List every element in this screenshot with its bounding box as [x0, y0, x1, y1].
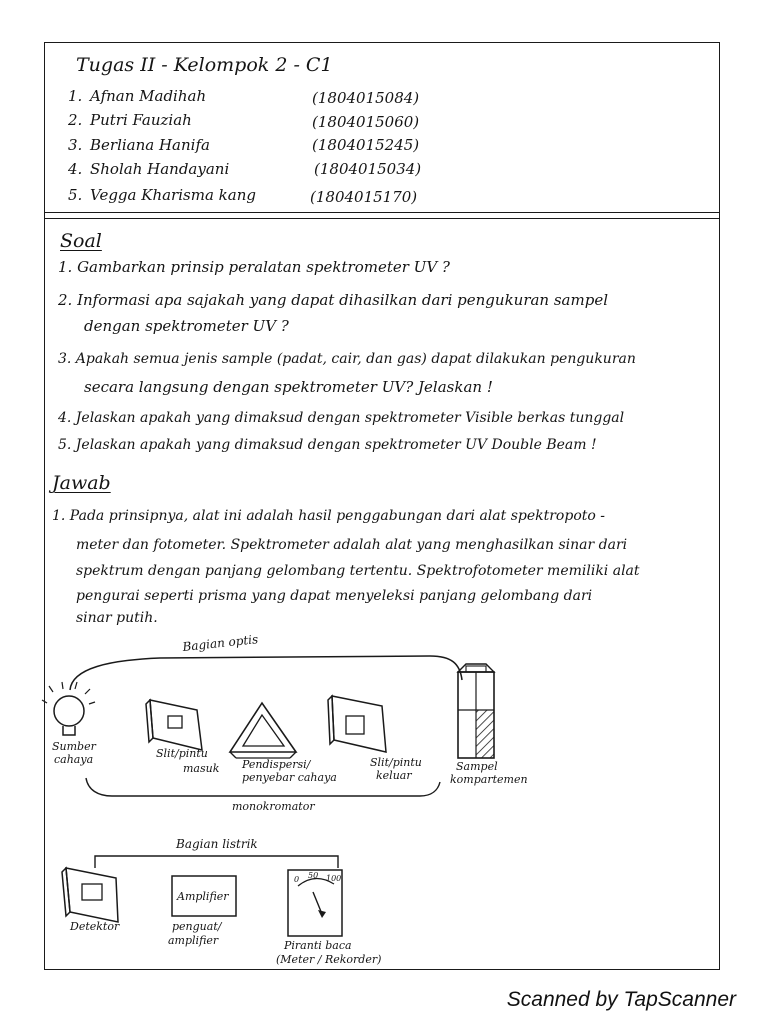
answer-line: sinar putih. [76, 610, 158, 626]
member-name: Sholah Handayani [90, 160, 230, 178]
monochromator-label: monokromator [232, 800, 315, 813]
assignment-title: Tugas II - Kelompok 2 - C1 [76, 54, 333, 76]
member-number: 4. [68, 160, 83, 178]
member-name: Putri Fauziah [90, 111, 192, 129]
question-line: 5. Jelaskan apakah yang dimaksud dengan spektrometer UV Double Beam ! [58, 437, 597, 453]
meter-scale: 100 [326, 874, 342, 883]
member-number: 2. [68, 111, 83, 129]
member-name: Afnan Madihah [90, 87, 207, 105]
electric-bracket [95, 856, 338, 868]
amplifier-caption: amplifier [168, 934, 219, 947]
question-line: 2. Informasi apa sajakah yang dapat dihasilkan dari pengukuran sampel [58, 291, 609, 309]
member-id: (1804015060) [312, 113, 420, 131]
lamp-label: Sumber [52, 740, 96, 753]
lamp-label: cahaya [54, 753, 94, 766]
member-number: 3. [68, 136, 83, 154]
exit-slit-icon [328, 696, 386, 752]
question-line: secara langsung dengan spektrometer UV? Jelaskan ! [84, 378, 493, 396]
entrance-slit-label: Slit/pintu [156, 747, 208, 760]
question-line: dengan spektrometer UV ? [84, 317, 289, 335]
lamp-icon [42, 682, 95, 735]
entrance-slit-label: masuk [183, 762, 220, 775]
member-name: Berliana Hanifa [90, 136, 210, 154]
optics-bracket [70, 656, 462, 690]
soal-heading: Soal [60, 230, 102, 252]
prism-icon [230, 703, 296, 758]
answer-line: pengurai seperti prisma yang dapat menyeleksi panjang gelombang dari [76, 588, 593, 604]
prism-label: Pendispersi/ [242, 758, 311, 771]
member-id: (1804015034) [314, 160, 422, 178]
member-id: (1804015170) [310, 188, 418, 206]
meter-scale: 0 [294, 875, 300, 884]
meter-caption: (Meter / Rekorder) [276, 953, 382, 966]
member-id: (1804015084) [312, 89, 420, 107]
entrance-slit-icon [146, 700, 202, 750]
amplifier-box-label: Amplifier [177, 890, 229, 903]
jawab-heading: Jawab [52, 472, 111, 494]
sample-label: Sampel [456, 760, 498, 773]
meter-scale: 50 [308, 871, 319, 880]
member-name: Vegga Kharisma kang [90, 186, 256, 204]
member-id: (1804015245) [312, 136, 420, 154]
sample-label: kompartemen [450, 773, 528, 786]
amplifier-caption: penguat/ [172, 920, 222, 933]
exit-slit-label: Slit/pintu [370, 756, 422, 769]
detector-label: Detektor [70, 920, 120, 933]
member-number: 1. [68, 87, 83, 105]
electric-label: Bagian listrik [176, 837, 258, 851]
answer-line: spektrum dengan panjang gelombang tertentu. Spektrofotometer memiliki alat [76, 563, 640, 579]
exit-slit-label: keluar [376, 769, 412, 782]
detector-icon [62, 868, 118, 922]
member-number: 5. [68, 186, 83, 204]
scanner-watermark: Scanned by TapScanner [506, 988, 736, 1011]
question-line: 4. Jelaskan apakah yang dimaksud dengan spektrometer Visible berkas tunggal [58, 410, 625, 426]
question-line: 1. Gambarkan prinsip peralatan spektrometer UV ? [58, 258, 450, 276]
answer-line: meter dan fotometer. Spektrometer adalah alat yang menghasilkan sinar dari [76, 537, 628, 553]
question-line: 3. Apakah semua jenis sample (padat, cair, dan gas) dapat dilakukan pengukuran [58, 351, 636, 367]
meter-caption: Piranti baca [284, 939, 352, 952]
prism-label: penyebar cahaya [242, 771, 337, 784]
sample-cuvette-icon [458, 664, 494, 758]
answer-line: 1. Pada prinsipnya, alat ini adalah hasil penggabungan dari alat spektropoto - [52, 508, 605, 524]
optics-label: Bagian optis [181, 632, 259, 654]
